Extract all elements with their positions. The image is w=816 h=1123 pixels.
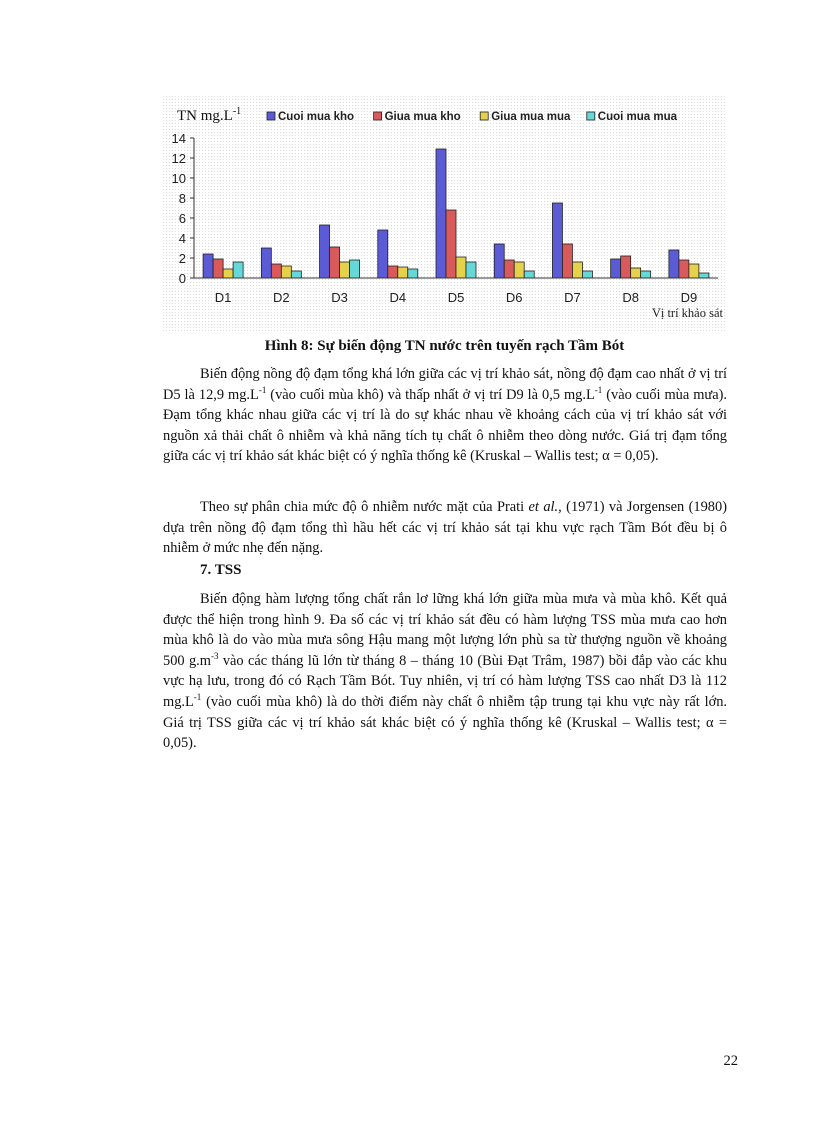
bar-giua-mua-mua-d2 xyxy=(281,266,291,278)
paragraph-tss-part-a: Biến động hàm lượng tổng chất rắn lơ lững khá lớn giữa mùa mưa và mùa khô. Kết quả được thể hiện trong hình 9. Đa số các vị trí khảo sát đều có hàm lượng TSS mùa mưa cao hơn mùa khô là do vào mùa mưa sông Hậu mang một lượng lớn phù sa từ thượng nguồn về khoảng 500 g.m xyxy=(163,591,727,669)
bar-giua-mua-kho-d8 xyxy=(621,256,631,278)
paragraph-pollution-part-b: (1971) và Jorgensen (1980) dựa trên nồng độ đạm tổng thì hầu hết các vị trí khảo sát tại khu vực rạch Tầm Bót đều bị ô nhiễm ở mức nhẹ đến nặng. xyxy=(163,499,727,557)
superscript: -1 xyxy=(193,691,202,702)
y-tick-label: 0 xyxy=(178,271,186,286)
paragraph-pollution-part-a: Theo sự phân chia mức độ ô nhiễm nước mặt của Prati xyxy=(200,499,529,515)
legend-swatch-giua-mua-mua xyxy=(480,112,488,120)
paragraph-tn xyxy=(163,364,727,467)
paragraph-tn-part-a: Biến động nồng độ đạm tổng khá lớn giữa các vị trí khảo sát, nồng độ đạm cao nhất ở vị trí D5 là 12,9 mg.L xyxy=(163,366,727,403)
y-tick-label: 8 xyxy=(178,191,186,206)
bar-cuoi-mua-kho-d2 xyxy=(261,248,271,278)
tn-bar-chart xyxy=(163,96,726,332)
x-tick-label: D6 xyxy=(505,290,523,305)
bar-cuoi-mua-mua-d2 xyxy=(291,271,301,278)
bar-giua-mua-kho-d3 xyxy=(330,247,340,278)
bar-giua-mua-mua-d1 xyxy=(223,269,233,278)
paragraph-tn-part-b: (vào cuối mùa khô) và thấp nhất ở vị trí D9 là 0,5 mg.L xyxy=(266,386,595,403)
bar-cuoi-mua-mua-d1 xyxy=(233,262,243,278)
bar-giua-mua-kho-d2 xyxy=(271,264,281,278)
x-axis-label: Vị trí khảo sát xyxy=(651,306,723,320)
bar-giua-mua-mua-d7 xyxy=(572,262,582,278)
bar-cuoi-mua-mua-d5 xyxy=(466,262,476,278)
bar-giua-mua-mua-d8 xyxy=(631,268,641,278)
x-tick-label: D1 xyxy=(214,290,232,305)
x-tick-label: D9 xyxy=(680,290,698,305)
bar-giua-mua-kho-d5 xyxy=(446,210,456,278)
bar-cuoi-mua-kho-d5 xyxy=(436,149,446,278)
bar-cuoi-mua-mua-d8 xyxy=(641,271,651,278)
paragraph-tss xyxy=(163,589,727,754)
italic-text: et al., xyxy=(528,499,562,515)
bar-giua-mua-mua-d4 xyxy=(398,267,408,278)
bar-cuoi-mua-kho-d9 xyxy=(669,250,679,278)
y-tick-label: 4 xyxy=(178,231,186,246)
page-number: 22 xyxy=(723,1053,738,1069)
legend-swatch-cuoi-mua-kho xyxy=(267,112,275,120)
legend-label-giua-mua-mua: Giua mua mua xyxy=(491,111,571,123)
bar-cuoi-mua-mua-d6 xyxy=(524,271,534,278)
bar-cuoi-mua-kho-d4 xyxy=(378,230,388,278)
y-tick-label: 10 xyxy=(171,171,186,186)
x-tick-label: D7 xyxy=(564,290,581,305)
bar-giua-mua-mua-d5 xyxy=(456,257,466,278)
legend-swatch-cuoi-mua-mua xyxy=(587,112,595,120)
bar-cuoi-mua-mua-d7 xyxy=(582,271,592,278)
paragraph-tn-part-c: (vào cuối mùa mưa). Đạm tổng khác nhau giữa các vị trí là do sự khác nhau về khoảng cách của vị trí khảo sát với nguồn xả thải chất ô nhiễm và khả năng tích tụ chất ô nhiễm theo dòng nước. Giá trị đạm tổng giữa các vị trí khảo sát khác biệt có ý nghĩa thống kê (Kruskal – Wallis test; α = 0,05). xyxy=(163,386,727,465)
figure-tn-chart xyxy=(163,96,726,332)
y-tick-label: 12 xyxy=(171,151,186,166)
bar-cuoi-mua-kho-d6 xyxy=(494,244,504,278)
y-axis-label: TN $mg.L^{-1}$ xyxy=(177,106,242,124)
superscript: -3 xyxy=(210,650,219,661)
superscript: -1 xyxy=(594,384,603,395)
bar-giua-mua-mua-d9 xyxy=(689,264,699,278)
x-tick-label: D5 xyxy=(447,290,465,305)
bar-cuoi-mua-mua-d9 xyxy=(699,273,709,278)
bar-cuoi-mua-mua-d3 xyxy=(350,260,360,278)
bar-giua-mua-mua-d6 xyxy=(514,262,524,278)
x-tick-label: D4 xyxy=(389,290,407,305)
figure-caption: Hình 8: Sự biến động TN nước trên tuyến rạch Tầm Bót xyxy=(264,338,625,354)
bar-giua-mua-kho-d1 xyxy=(213,259,223,278)
bar-cuoi-mua-kho-d3 xyxy=(320,225,330,278)
x-tick-label: D3 xyxy=(331,290,348,305)
paragraph-tss-part-c: (vào cuối mùa khô) là do thời điểm này chất ô nhiễm tập trung tại khu vực này rất lớn. Giá trị TSS giữa các vị trí khảo sát khác biệt có ý nghĩa thống kê (Kruskal – Wallis test; α = 0,05). xyxy=(163,693,727,752)
legend-label-cuoi-mua-kho: Cuoi mua kho xyxy=(278,111,355,123)
bar-cuoi-mua-kho-d7 xyxy=(552,203,562,278)
bar-giua-mua-kho-d9 xyxy=(679,260,689,278)
superscript: -1 xyxy=(258,384,267,395)
legend-label-cuoi-mua-mua: Cuoi mua mua xyxy=(597,111,678,123)
bar-cuoi-mua-kho-d8 xyxy=(611,259,621,278)
x-tick-label: D2 xyxy=(273,290,290,305)
section-heading-tss: 7. TSS xyxy=(200,562,242,578)
bar-giua-mua-kho-d7 xyxy=(562,244,572,278)
bar-cuoi-mua-mua-d4 xyxy=(408,269,418,278)
paragraph-tss-part-b: vào các tháng lũ lớn từ tháng 8 – tháng 10 (Bùi Đạt Trâm, 1987) bồi đắp vào các khu vực hạ lưu, trong đó có Rạch Tầm Bót. Tuy nhiên, vị trí có hàm lượng TSS cao nhất D3 là 112 mg.L xyxy=(163,652,727,710)
legend-swatch-giua-mua-kho xyxy=(374,112,382,120)
bar-giua-mua-kho-d4 xyxy=(388,266,398,278)
x-tick-label: D8 xyxy=(622,290,639,305)
y-tick-label: 6 xyxy=(178,211,186,226)
bar-giua-mua-kho-d6 xyxy=(504,260,514,278)
bar-giua-mua-mua-d3 xyxy=(340,262,350,278)
legend-label-giua-mua-kho: Giua mua kho xyxy=(384,111,461,123)
y-tick-label: 2 xyxy=(178,251,186,266)
bar-cuoi-mua-kho-d1 xyxy=(203,254,213,278)
y-tick-label: 14 xyxy=(171,131,186,146)
paragraph-pollution xyxy=(163,497,727,559)
